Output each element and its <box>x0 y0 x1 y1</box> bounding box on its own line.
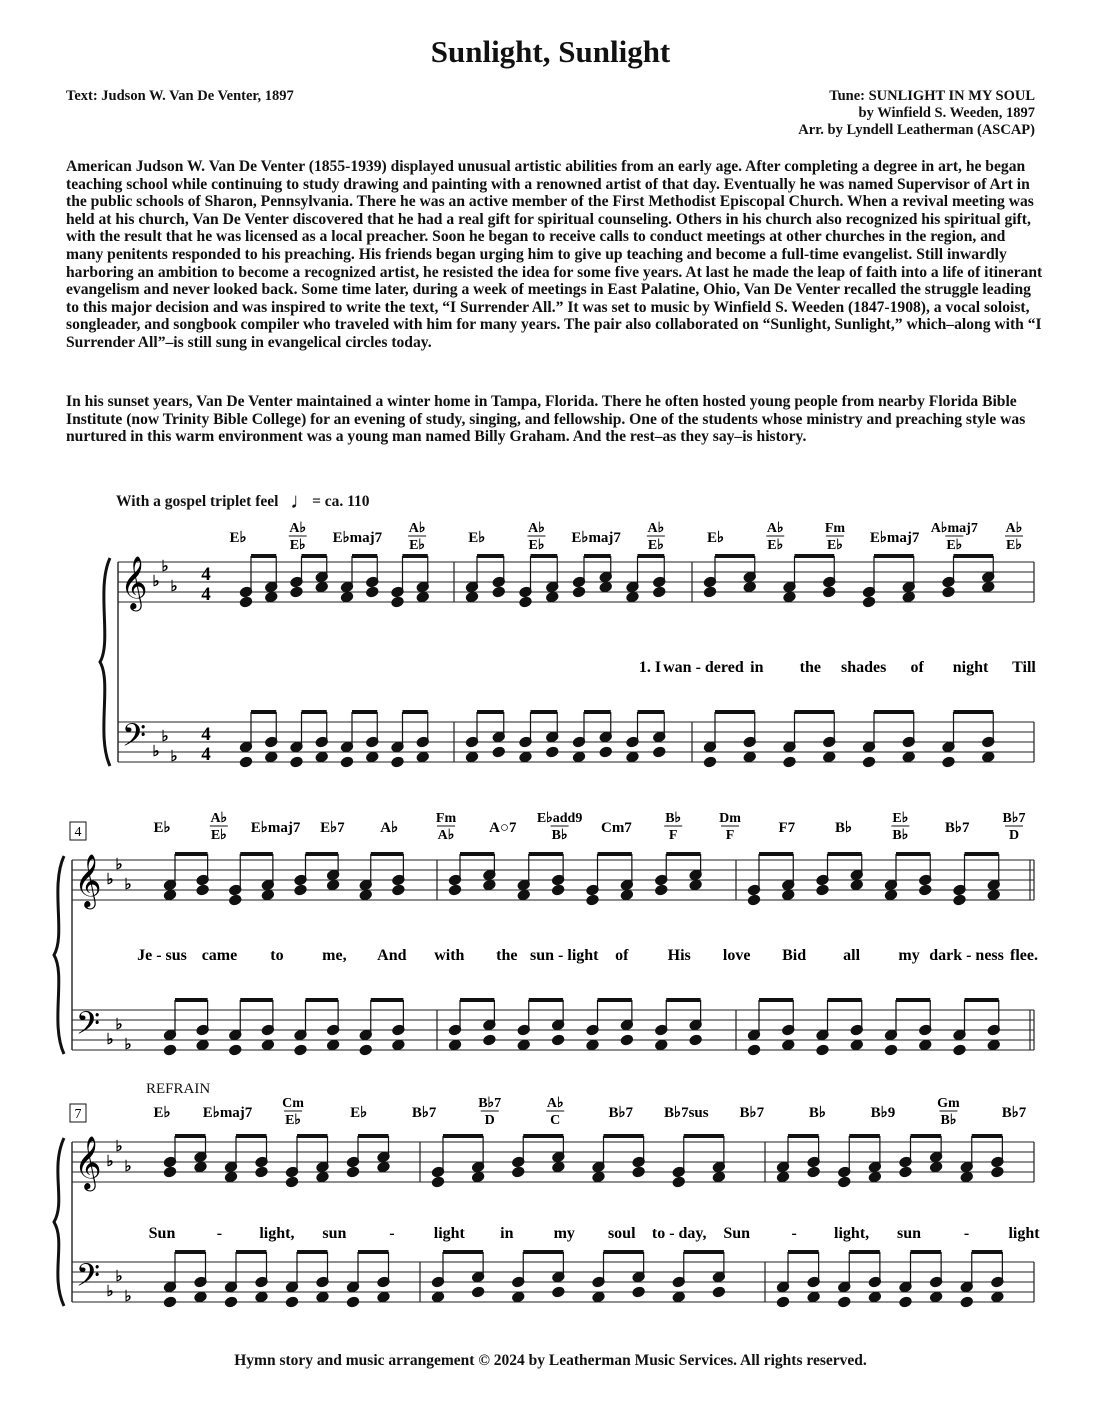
key-flat-icon: ♭ <box>170 579 178 595</box>
lyric-syllable: with <box>434 947 465 964</box>
copyright-footer: Hymn story and music arrangement © 2024 by Leatherman Music Services. All rights reserved. <box>234 1352 867 1369</box>
notehead <box>783 756 796 768</box>
chord-symbol: Fm <box>435 811 457 826</box>
notehead <box>517 889 530 901</box>
chord-bass-note: E♭ <box>946 538 963 553</box>
arranger-credit: Arr. by Lyndell Leatherman (ASCAP) <box>798 122 1035 138</box>
notehead <box>982 751 995 763</box>
notehead <box>239 596 252 608</box>
time-signature-top: 4 <box>201 724 211 745</box>
notehead <box>224 1171 237 1183</box>
notehead <box>391 596 404 608</box>
chord-symbol: E♭maj7 <box>202 1105 253 1121</box>
notehead <box>448 1039 461 1051</box>
chord-symbol: B♭ <box>835 820 853 836</box>
lyric-syllable: of <box>615 947 629 964</box>
key-flat-icon: ♭ <box>115 1017 123 1033</box>
notehead <box>942 756 955 768</box>
notehead <box>465 591 478 603</box>
chord-bass-note: D <box>1008 828 1020 843</box>
chord-symbol: A♭ <box>289 521 307 536</box>
grand-staff-brace <box>54 856 64 1054</box>
lyric-syllable: me, <box>322 947 347 964</box>
chord-bass-note: B♭ <box>940 1113 957 1128</box>
composer-credit: by Winfield S. Weeden, 1897 <box>858 105 1035 121</box>
notehead <box>902 751 915 763</box>
notehead <box>194 1291 207 1303</box>
notehead <box>346 1166 359 1178</box>
lyric-syllable: His <box>667 947 691 964</box>
chord-symbol: E♭ <box>706 530 725 546</box>
notehead <box>163 1166 176 1178</box>
chord-symbol: E♭maj7 <box>869 530 920 546</box>
chord-symbol: A♭ <box>528 521 545 536</box>
notehead <box>163 1296 176 1308</box>
chord-symbol: E♭ <box>153 1105 171 1121</box>
lyric-syllable: - <box>791 1225 797 1242</box>
chord-bass-note: E♭ <box>289 538 306 553</box>
notehead <box>807 1291 820 1303</box>
key-flat-icon: ♭ <box>106 1284 114 1300</box>
notehead <box>703 586 716 598</box>
chord-symbol: Dm <box>719 811 741 826</box>
notehead <box>653 586 666 598</box>
chord-bass-note: B♭ <box>892 828 909 843</box>
lyric-syllable: shades <box>841 659 887 676</box>
notehead <box>884 889 897 901</box>
chord-symbol: A♭ <box>210 811 228 826</box>
chord-symbol: A♭ <box>766 521 784 536</box>
notehead <box>632 1286 645 1298</box>
notehead <box>626 591 639 603</box>
notehead <box>546 591 559 603</box>
notehead <box>823 751 836 763</box>
time-signature-bottom: 4 <box>201 744 211 765</box>
chord-bass-note: E♭ <box>826 538 843 553</box>
chord-symbol: Cm <box>282 1096 304 1111</box>
notehead <box>572 751 585 763</box>
measure-number: 4 <box>74 825 82 840</box>
chord-symbol: B♭7 <box>411 1105 437 1121</box>
chord-bass-note: A♭ <box>437 828 455 843</box>
key-flat-icon: ♭ <box>161 729 169 745</box>
notehead <box>592 1171 605 1183</box>
key-flat-icon: ♭ <box>124 1037 132 1053</box>
chord-symbol: B♭7sus <box>664 1105 709 1121</box>
key-flat-icon: ♭ <box>161 559 169 575</box>
notehead <box>290 586 303 598</box>
notehead <box>492 586 505 598</box>
grand-staff-brace <box>54 1138 64 1306</box>
notehead <box>294 884 307 896</box>
notehead <box>366 586 379 598</box>
lyric-syllable: sun <box>322 1225 347 1242</box>
notehead <box>483 879 496 891</box>
lyric-syllable: Sun <box>148 1225 176 1242</box>
lyric-syllable: in <box>500 1225 514 1242</box>
notehead <box>546 746 559 758</box>
notehead <box>960 1171 973 1183</box>
lyric-syllable: Bid <box>782 947 807 964</box>
notehead <box>850 1039 863 1051</box>
chord-symbol: B♭7 <box>1001 1105 1027 1121</box>
notehead <box>431 1291 444 1303</box>
chord-symbol: E♭add9 <box>536 811 583 826</box>
notehead <box>987 889 1000 901</box>
notehead <box>868 1171 881 1183</box>
notehead <box>285 1176 298 1188</box>
key-flat-icon: ♭ <box>124 877 132 893</box>
lyric-syllable: - <box>216 1225 223 1242</box>
lyric-syllable: light <box>1008 1225 1040 1242</box>
notehead <box>592 1291 605 1303</box>
quarter-note-icon: ♩ <box>290 488 313 513</box>
notehead <box>807 1166 820 1178</box>
notehead <box>712 1286 725 1298</box>
notehead <box>776 1296 789 1308</box>
chord-symbol: E♭ <box>468 530 486 546</box>
lyric-syllable: wan - dered <box>663 659 744 676</box>
lyric-syllable: soul <box>607 1225 636 1242</box>
notehead <box>552 1286 565 1298</box>
key-flat-icon: ♭ <box>115 1269 123 1285</box>
notehead <box>620 889 633 901</box>
notehead <box>326 879 339 891</box>
notehead <box>196 884 209 896</box>
notehead <box>316 1171 329 1183</box>
time-signature-bottom: 4 <box>201 584 211 605</box>
notehead <box>359 889 372 901</box>
treble-clef-icon: 𝄞 <box>120 555 148 609</box>
notehead <box>255 1166 268 1178</box>
notehead <box>519 596 532 608</box>
chord-symbol: A♭ <box>1005 521 1023 536</box>
notehead <box>712 1171 725 1183</box>
hymn-story-paragraph-2: In his sunset years, Van De Venter maintained a winter home in Tampa, Florida. There he often hosted young people from nearby Florida Bible Institute (now Trinity Bible College) for an evening of study, singing, and fellowship. One of the students whose ministry and preaching style was nurtured in this warm environment was a young man named Billy Graham. And the rest–as they say–is history. <box>66 393 1026 446</box>
notehead <box>586 894 599 906</box>
chord-bass-note: F <box>668 828 678 843</box>
notehead <box>902 591 915 603</box>
key-flat-icon: ♭ <box>124 1289 132 1305</box>
chord-symbol: B♭7 <box>944 820 970 836</box>
lyric-syllable: came <box>201 947 238 964</box>
lyric-syllable: all <box>843 947 861 964</box>
notehead <box>703 756 716 768</box>
notehead <box>512 1291 525 1303</box>
lyric-syllable: Je - sus <box>137 947 187 964</box>
key-flat-icon: ♭ <box>115 1139 123 1155</box>
notehead <box>626 751 639 763</box>
notehead <box>194 1161 207 1173</box>
chord-symbol: A♭ <box>408 521 426 536</box>
notehead <box>862 756 875 768</box>
notehead <box>942 586 955 598</box>
notehead <box>519 751 532 763</box>
chord-bass-note: E♭ <box>647 538 664 553</box>
chord-symbol: B♭7 <box>608 1105 634 1121</box>
notehead <box>743 581 756 593</box>
lyric-syllable: love <box>722 947 751 964</box>
notehead <box>551 1034 564 1046</box>
notehead <box>359 1044 372 1056</box>
notehead <box>483 1034 496 1046</box>
lyric-syllable: my <box>898 947 920 964</box>
notehead <box>953 894 966 906</box>
notehead <box>163 1044 176 1056</box>
notehead <box>991 1291 1004 1303</box>
notehead <box>776 1171 789 1183</box>
notehead <box>929 1161 942 1173</box>
notehead <box>465 751 478 763</box>
notehead <box>492 746 505 758</box>
chord-bass-note: B♭ <box>551 828 568 843</box>
lyric-syllable: my <box>553 1225 575 1242</box>
key-flat-icon: ♭ <box>170 749 178 765</box>
treble-clef-icon: 𝄞 <box>74 1135 102 1189</box>
lyric-syllable: light, <box>259 1225 295 1242</box>
notehead <box>392 1039 405 1051</box>
notehead <box>340 591 353 603</box>
chord-symbol: Fm <box>824 521 846 536</box>
chord-bass-note: F <box>725 828 735 843</box>
chord-symbol: E♭ <box>153 820 171 836</box>
notehead <box>672 1176 685 1188</box>
notehead <box>229 1044 242 1056</box>
lyric-syllable: Sun <box>723 1225 751 1242</box>
lyric-syllable: sun - light <box>530 947 599 964</box>
bass-clef-icon: 𝄢 <box>75 1257 101 1301</box>
notehead <box>862 596 875 608</box>
lyric-syllable: in <box>750 659 764 676</box>
chord-symbol: B♭7 <box>1002 811 1026 826</box>
tempo-text: With a gospel triplet feel <box>116 493 279 510</box>
lyric-syllable: to - day, <box>651 1225 707 1242</box>
notehead <box>448 884 461 896</box>
notehead <box>919 1039 932 1051</box>
lyric-syllable: And <box>377 947 407 964</box>
notehead <box>816 884 829 896</box>
lyric-syllable: - <box>389 1225 395 1242</box>
notehead <box>816 1044 829 1056</box>
lyric-syllable: 1. I <box>638 659 662 676</box>
tune-name: Tune: SUNLIGHT IN MY SOUL <box>829 88 1035 104</box>
notehead <box>315 581 328 593</box>
lyric-syllable: to <box>270 947 284 964</box>
grand-staff-brace <box>100 558 110 766</box>
notehead <box>290 756 303 768</box>
chord-symbol: E♭ <box>350 1105 368 1121</box>
notehead <box>599 581 612 593</box>
chord-bass-note: E♭ <box>210 828 227 843</box>
notehead <box>960 1296 973 1308</box>
notehead <box>552 1161 565 1173</box>
bass-clef-icon: 𝄢 <box>121 717 147 761</box>
notehead <box>512 1166 525 1178</box>
lyric-syllable: dark - ness <box>929 947 1004 964</box>
chord-symbol: B♭9 <box>870 1105 896 1121</box>
notehead <box>326 1039 339 1051</box>
notehead <box>919 884 932 896</box>
notehead <box>672 1291 685 1303</box>
notehead <box>294 1044 307 1056</box>
chord-bass-note: D <box>484 1113 495 1128</box>
notehead <box>392 884 405 896</box>
notehead <box>551 884 564 896</box>
notehead <box>346 1296 359 1308</box>
notehead <box>261 889 274 901</box>
chord-symbol: E♭maj7 <box>571 530 621 546</box>
notehead <box>653 746 666 758</box>
chord-symbol: E♭7 <box>320 820 345 836</box>
chord-bass-note: C <box>550 1113 561 1128</box>
notehead <box>517 1039 530 1051</box>
notehead <box>655 1039 668 1051</box>
notehead <box>884 1044 897 1056</box>
lyric-syllable: the <box>799 659 821 676</box>
notehead <box>416 751 429 763</box>
notehead <box>416 591 429 603</box>
notehead <box>471 1171 484 1183</box>
chord-bass-note: E♭ <box>409 538 426 553</box>
chord-bass-note: E♭ <box>528 538 545 553</box>
notehead <box>265 591 278 603</box>
key-flat-icon: ♭ <box>152 574 160 590</box>
key-flat-icon: ♭ <box>106 1154 114 1170</box>
notehead <box>632 1166 645 1178</box>
notehead <box>471 1286 484 1298</box>
chord-symbol: B♭7 <box>478 1096 502 1111</box>
lyric-syllable: Till <box>1012 659 1036 676</box>
notehead <box>599 746 612 758</box>
chord-symbol: A♭ <box>380 820 399 836</box>
lyric-syllable: flee. <box>1010 947 1038 964</box>
notehead <box>366 751 379 763</box>
key-flat-icon: ♭ <box>124 1159 132 1175</box>
notehead <box>196 1039 209 1051</box>
notehead <box>747 894 760 906</box>
chord-symbol: A○7 <box>489 820 517 836</box>
notehead <box>655 884 668 896</box>
chord-symbol: A♭maj7 <box>930 521 978 536</box>
notehead <box>689 879 702 891</box>
lyric-syllable: of <box>910 659 924 676</box>
lyric-syllable: night <box>952 659 989 676</box>
treble-clef-icon: 𝄞 <box>74 853 102 907</box>
notehead <box>747 1044 760 1056</box>
notehead <box>899 1296 912 1308</box>
key-flat-icon: ♭ <box>115 857 123 873</box>
refrain-label: REFRAIN <box>146 1081 211 1097</box>
notehead <box>838 1176 851 1188</box>
lyric-syllable: sun <box>897 1225 922 1242</box>
notehead <box>689 1034 702 1046</box>
chord-symbol: Cm7 <box>600 820 632 836</box>
chord-symbol: A♭ <box>546 1096 564 1111</box>
notehead <box>850 879 863 891</box>
key-flat-icon: ♭ <box>106 872 114 888</box>
lyric-syllable: - <box>963 1225 970 1242</box>
measure-number: 7 <box>74 1107 82 1122</box>
chord-bass-note: E♭ <box>767 538 784 553</box>
lyric-syllable: the <box>496 947 518 964</box>
notehead <box>987 1039 1000 1051</box>
notehead <box>163 889 176 901</box>
chord-symbol: B♭ <box>665 811 682 826</box>
key-flat-icon: ♭ <box>152 744 160 760</box>
key-flat-icon: ♭ <box>106 1032 114 1048</box>
notehead <box>285 1296 298 1308</box>
notehead <box>377 1291 390 1303</box>
chord-symbol: E♭ <box>892 811 909 826</box>
chord-symbol: Gm <box>937 1096 960 1111</box>
notehead <box>586 1039 599 1051</box>
notehead <box>316 1291 329 1303</box>
notehead <box>315 751 328 763</box>
notehead <box>229 894 242 906</box>
lyric-syllable: light, <box>834 1225 870 1242</box>
notehead <box>868 1291 881 1303</box>
notehead <box>782 889 795 901</box>
notehead <box>782 1039 795 1051</box>
chord-symbol: A♭ <box>647 521 665 536</box>
chord-symbol: E♭maj7 <box>332 530 383 546</box>
chord-symbol: E♭ <box>229 530 247 546</box>
chord-bass-note: E♭ <box>285 1113 302 1128</box>
notehead <box>823 586 836 598</box>
chord-symbol: E♭maj7 <box>250 820 301 836</box>
page-title: Sunlight, Sunlight <box>430 34 671 69</box>
notehead <box>377 1161 390 1173</box>
text-credit: Text: Judson W. Van De Venter, 1897 <box>66 88 294 104</box>
notehead <box>224 1296 237 1308</box>
chord-symbol: B♭ <box>808 1105 826 1121</box>
notehead <box>899 1166 912 1178</box>
notehead <box>953 1044 966 1056</box>
chord-symbol: B♭7 <box>739 1105 765 1121</box>
notehead <box>239 756 252 768</box>
notehead <box>572 586 585 598</box>
notehead <box>261 1039 274 1051</box>
notehead <box>431 1176 444 1188</box>
notehead <box>838 1296 851 1308</box>
bass-clef-icon: 𝄢 <box>75 1005 101 1049</box>
lyric-syllable: light <box>433 1225 465 1242</box>
hymn-story-paragraph-1: American Judson W. Van De Venter (1855-1939) displayed unusual artistic abilities from an early age. After completing a degree in art, he began teaching school while continuing to study drawing and painting with a renowned artist of that day. Eventually he was named Supervisor of Art in the public schools of Sharon, Pennsylvania. There he was an active member of the First Methodist Episcopal Church. When a revival meeting was held at his church, Van De Venter discovered that he had a real gift for spiritual counseling. Others in his church also recognized his spiritual gift, with the result that he was licensed as a local preacher. Soon he began to receive calls to conduct meetings at other churches in the region, and many penitents responded to his preaching. His friends began urging him to give up teaching and become a full-time evangelist. Still inwardly harboring an ambition to become a recognized artist, he resisted the idea for some five years. At last he made the leap of faith into a life of itinerant evangelism and never looked back. Some time later, during a week of meetings in East Palatine, Ohio, Van De Venter recalled the struggle leading to this major decision and was inspired to write the text, “I Surrender All.” It was set to music by Winfield S. Weeden (1847-1908), a vocal soloist, songleader, and songbook compiler who traveled with him for many years. The pair also collaborated on “Sunlight, Sunlight,” which–along with “I Surrender All”–is still sung in evangelical circles today. <box>66 158 1043 351</box>
notehead <box>265 751 278 763</box>
notehead <box>743 751 756 763</box>
chord-symbol: F7 <box>778 820 796 836</box>
notehead <box>783 591 796 603</box>
tempo-value: = ca. 110 <box>312 493 370 510</box>
chord-bass-note: E♭ <box>1006 538 1022 553</box>
time-signature-top: 4 <box>201 564 211 585</box>
notehead <box>340 756 353 768</box>
notehead <box>391 756 404 768</box>
notehead <box>255 1291 268 1303</box>
notehead <box>929 1291 942 1303</box>
notehead <box>982 581 995 593</box>
notehead <box>620 1034 633 1046</box>
notehead <box>991 1166 1004 1178</box>
